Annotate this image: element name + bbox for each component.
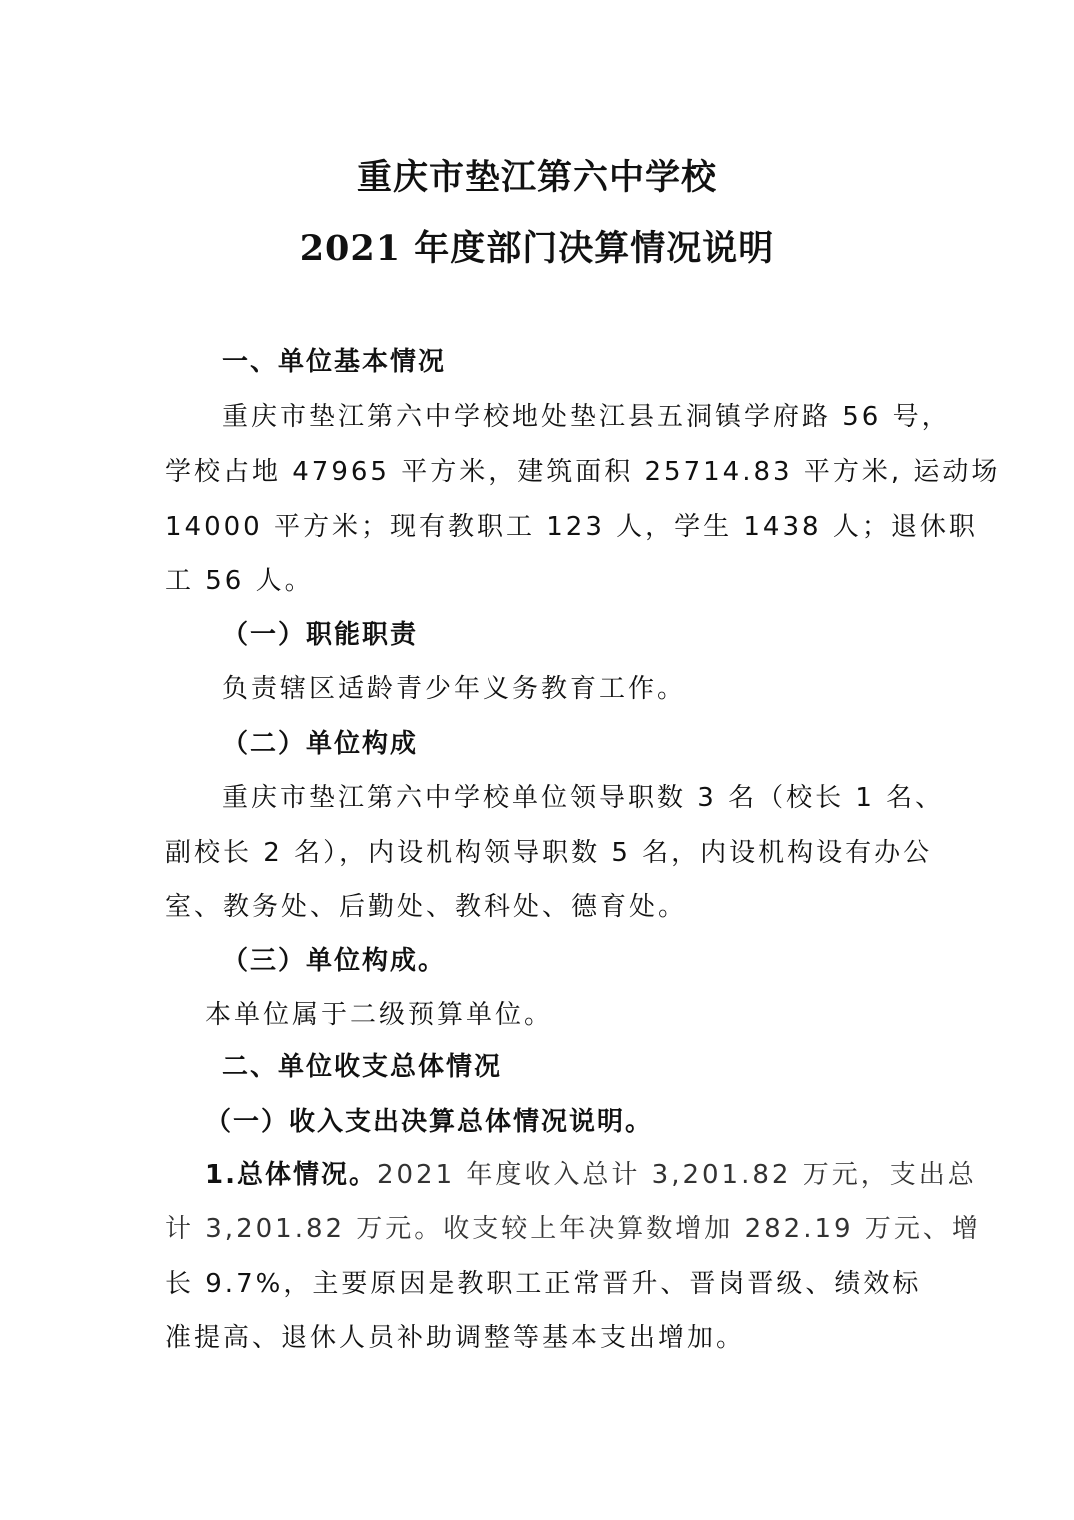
document-title-line-2: 2021 年度部门决算情况说明 <box>299 228 775 269</box>
document-title-line-1: 重庆市垫江第六中学校 <box>356 157 717 198</box>
subsection-heading-duties: （一）职能职责 <box>222 620 419 650</box>
item-text: 2021 年度收入总计 3,201.82 万元，支出总 <box>376 1160 977 1190</box>
paragraph-line: 室、教务处、后勤处、教科处、德育处。 <box>165 892 688 922</box>
paragraph-line: 计 3,201.82 万元。收支较上年决算数增加 282.19 万元、增 <box>165 1214 981 1244</box>
paragraph-line: 本单位属于二级预算单位。 <box>205 1000 554 1030</box>
paragraph-line: 学校占地 47965 平方米，建筑面积 25714.83 平方米, 运动场 <box>165 457 1001 487</box>
paragraph-line: 副校长 2 名），内设机构领导职数 5 名，内设机构设有办公 <box>165 838 933 868</box>
paragraph-line: 负责辖区适龄青少年义务教育工作。 <box>222 674 687 704</box>
paragraph-line: 重庆市垫江第六中学校地处垫江县五洞镇学府路 56 号， <box>222 402 951 432</box>
paragraph-line: 14000 平方米；现有教职工 123 人，学生 1438 人；退休职 <box>165 512 978 542</box>
paragraph-line: 重庆市垫江第六中学校单位领导职数 3 名（校长 1 名、 <box>222 783 945 813</box>
subsection-heading-composition-2: （三）单位构成。 <box>222 946 447 976</box>
subsection-heading-overall: （一）收入支出决算总体情况说明。 <box>205 1107 654 1137</box>
section-heading-income-expense: 二、单位收支总体情况 <box>222 1052 503 1082</box>
section-heading-basic-info: 一、单位基本情况 <box>222 347 447 377</box>
paragraph-line <box>205 1158 977 1192</box>
paragraph-line: 准提高、退休人员补助调整等基本支出增加。 <box>165 1323 746 1353</box>
paragraph-line: 长 9.7%，主要原因是教职工正常晋升、晋岗晋级、绩效标 <box>165 1269 922 1299</box>
item-label: 1.总体情况。 <box>205 1160 377 1190</box>
subsection-heading-composition: （二）单位构成 <box>222 729 419 759</box>
paragraph-line: 工 56 人。 <box>165 566 314 596</box>
